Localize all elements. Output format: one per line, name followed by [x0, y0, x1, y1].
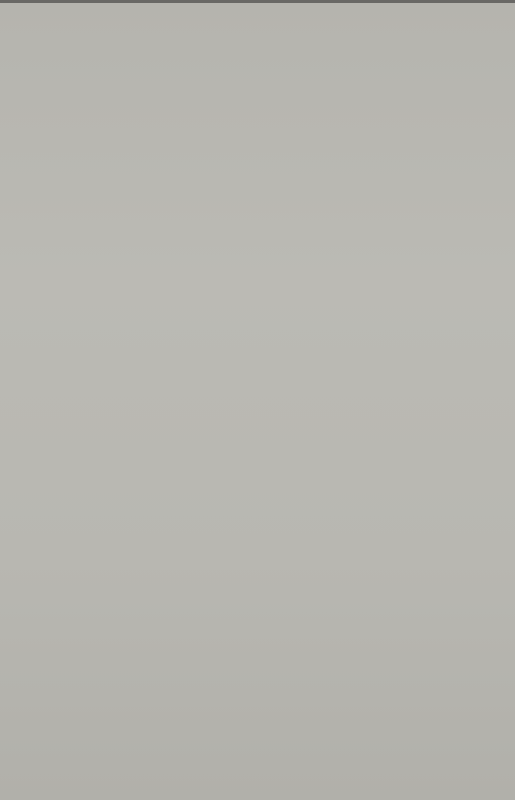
- top-rule: [0, 0, 515, 3]
